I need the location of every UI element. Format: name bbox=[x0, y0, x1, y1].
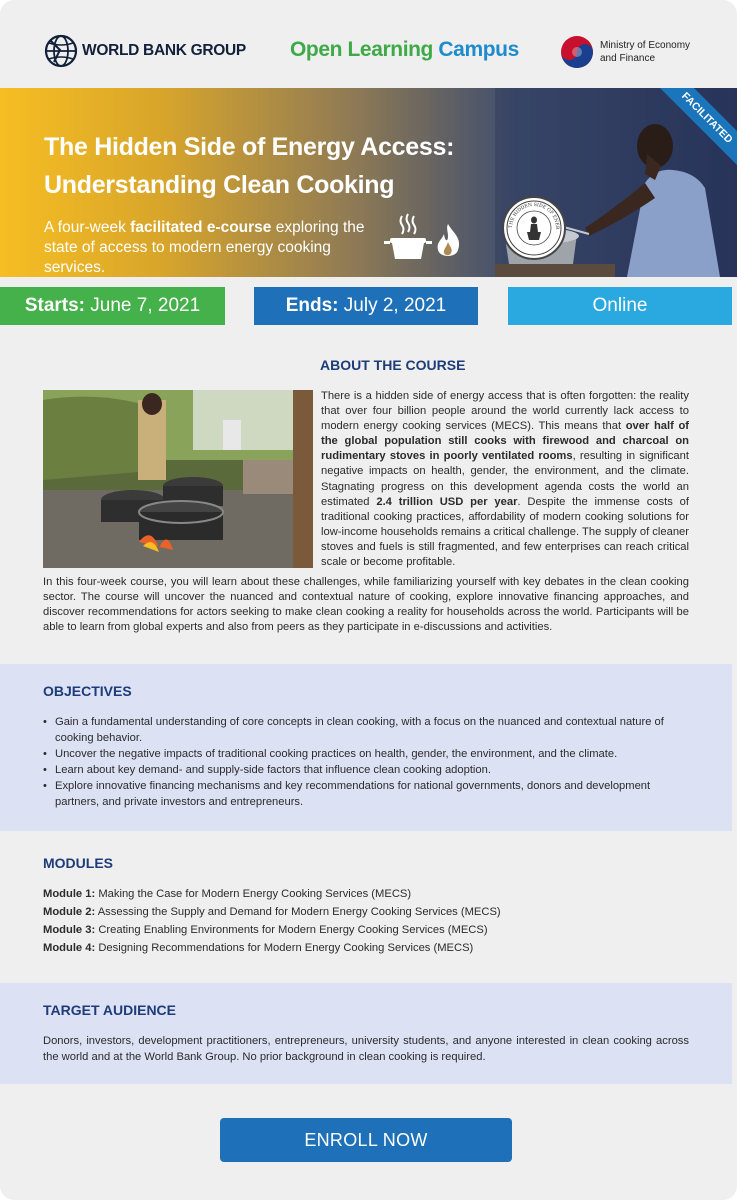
module-item bbox=[43, 903, 501, 921]
ribbon-label: FACILITATED bbox=[657, 88, 737, 168]
module-text: Assessing the Supply and Demand for Modern Energy Cooking Services (MECS) bbox=[95, 906, 501, 918]
taegeuk-emblem-icon bbox=[560, 35, 594, 69]
cooking-pot-flame-icon bbox=[384, 212, 464, 262]
globe-icon bbox=[44, 34, 78, 68]
cooking-stoves-photo bbox=[43, 390, 313, 568]
module-label: Module 2: bbox=[43, 906, 96, 918]
subtitle-prefix: A four-week bbox=[44, 219, 131, 236]
ministry-logo bbox=[560, 35, 690, 69]
objective-item: • Uncover the negative impacts of traditional cooking practices on health, gender, the environment, and the climate. bbox=[43, 746, 689, 762]
module-label: Module 1: bbox=[43, 888, 96, 900]
module-item bbox=[43, 921, 501, 939]
about-heading: ABOUT THE COURSE bbox=[320, 357, 466, 373]
objectives-heading: OBJECTIVES bbox=[43, 683, 132, 699]
objective-item: • Learn about key demand- and supply-side factors that influence clean cooking adoption. bbox=[43, 762, 689, 778]
end-date-bar bbox=[254, 287, 478, 325]
about-paragraph-2: In this four-week course, you will learn about these challenges, while familiarizing yourself with key debates in the clean cooking sector. The course will uncover the nuanced and contextual nature of cooking, explore innovative financing approaches, and discover recommendations for actors seeking to make clean cooking a reality for households across the world. Participants will be able to learn from global experts and also from peers as they participate in e-discussions and activities. bbox=[43, 576, 689, 634]
about-text-e: . Despite the immense costs of traditional cooking practices, affordability of modern cooking solutions for low-income households remains a critical challenge. The supply of cleaner stoves and fuels is still fragmented, and few enterprises can reach critical scale or become profitable. bbox=[321, 495, 689, 569]
wbg-logo-text: WORLD BANK GROUP bbox=[82, 42, 246, 59]
module-text: Creating Enabling Environments for Modern Energy Cooking Services (MECS) bbox=[95, 924, 488, 936]
audience-text: Donors, investors, development practitioners, entrepreneurs, university students, and anyone interested in clean cooking across the world and at the World Bank Group. No prior background in clean cooking is required. bbox=[43, 1035, 689, 1063]
end-value: July 2, 2021 bbox=[338, 295, 447, 316]
start-label: Starts: bbox=[24, 295, 86, 316]
hero-banner bbox=[0, 88, 737, 277]
start-date-bar bbox=[0, 287, 225, 325]
course-title bbox=[44, 128, 454, 204]
about-text-c: , resulting in significant negative impacts on health, gender, the environment, and the climate. Stagnating progress on this development agenda costs the world an estimated bbox=[321, 450, 689, 508]
ministry-name bbox=[600, 39, 690, 65]
olc-text-blue: Campus bbox=[438, 38, 519, 61]
seal-text: THE HIDDEN SIDE OF ENER bbox=[508, 202, 560, 230]
ministry-line-1: Ministry of Economy bbox=[600, 40, 691, 51]
module-item bbox=[43, 939, 501, 957]
about-text-b: over half of the global population still cooks with firewood and charcoal on rudimentary stoves in poorly ventilated rooms bbox=[321, 420, 690, 463]
course-title-line-1: The Hidden Side of Energy Access: bbox=[44, 133, 455, 161]
ministry-line-2: and Finance bbox=[600, 53, 656, 64]
module-text: Designing Recommendations for Modern Energy Cooking Services (MECS) bbox=[95, 942, 474, 954]
audience-heading: TARGET AUDIENCE bbox=[43, 1002, 176, 1018]
audience-panel bbox=[0, 983, 732, 1084]
facilitated-ribbon bbox=[657, 88, 737, 168]
header-logos bbox=[0, 0, 737, 88]
open-learning-campus-logo bbox=[290, 38, 519, 62]
module-text: Making the Case for Modern Energy Cooking Services (MECS) bbox=[95, 888, 412, 900]
course-subtitle bbox=[44, 218, 384, 277]
start-value: June 7, 2021 bbox=[85, 295, 201, 316]
objectives-list bbox=[43, 714, 689, 810]
world-bank-group-logo bbox=[44, 34, 246, 68]
module-item bbox=[43, 885, 501, 903]
objectives-panel bbox=[0, 664, 732, 831]
module-label: Module 3: bbox=[43, 924, 96, 936]
clean-cooking-seal-icon bbox=[504, 198, 564, 258]
modules-list bbox=[43, 885, 501, 957]
objective-item: • Gain a fundamental understanding of core concepts in clean cooking, with a focus on the nuanced and contextual nature of cooking behavior. bbox=[43, 714, 689, 746]
end-label: Ends: bbox=[285, 295, 339, 316]
about-text-a: There is a hidden side of energy access that is often forgotten: the reality that over four billion people around the world currently lack access to modern energy cooking services (MECS). This means that bbox=[321, 390, 689, 433]
clean-cooking-seal bbox=[502, 196, 566, 260]
subtitle-suffix: exploring the state of access to modern energy cooking services. bbox=[44, 219, 365, 276]
olc-text-green: Open Learning bbox=[290, 38, 433, 61]
about-paragraph-1 bbox=[321, 389, 689, 570]
enroll-now-button[interactable]: ENROLL NOW bbox=[220, 1118, 512, 1162]
subtitle-bold: facilitated e-course bbox=[130, 219, 272, 236]
about-text-d: 2.4 trillion USD per year bbox=[376, 495, 518, 508]
objective-item: • Explore innovative financing mechanisms and key recommendations for national governments, donors and development partners, and private investors and entrepreneurs. bbox=[43, 778, 689, 810]
module-label: Module 4: bbox=[43, 942, 96, 954]
delivery-mode-bar: Online bbox=[508, 287, 732, 325]
cooking-stoves-photo-image bbox=[43, 390, 313, 568]
course-title-line-2: Understanding Clean Cooking bbox=[44, 171, 395, 199]
modules-heading: MODULES bbox=[43, 855, 113, 871]
